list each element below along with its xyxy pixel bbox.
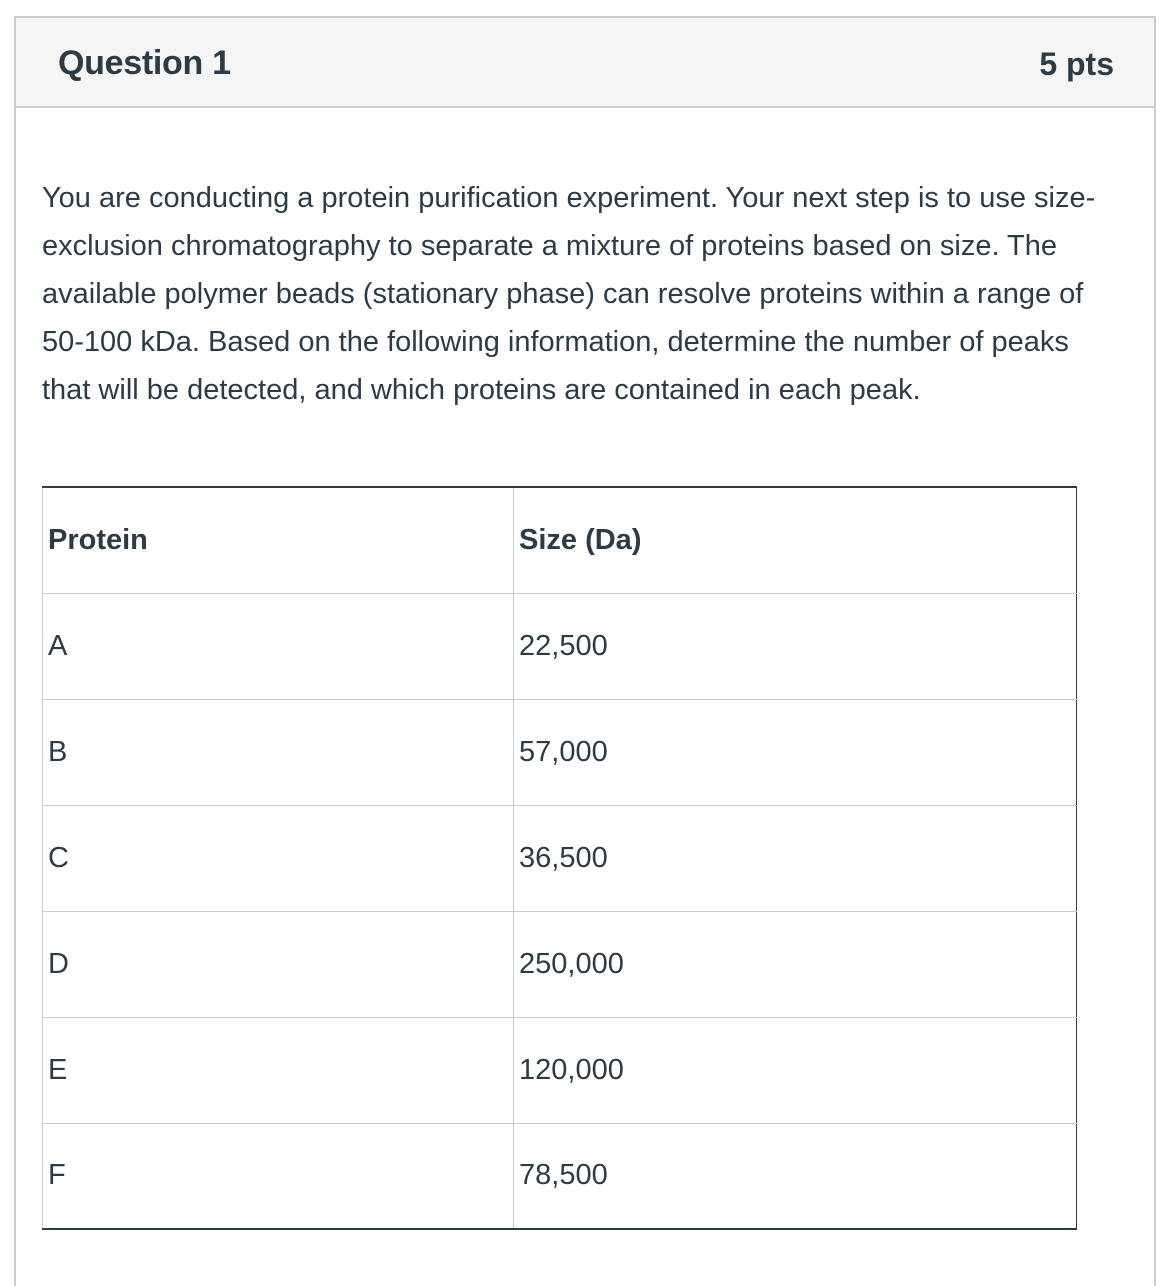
- protein-size-cell: 57,000: [514, 699, 1077, 805]
- question-points: 5 pts: [1039, 46, 1114, 82]
- protein-size-cell: 36,500: [514, 805, 1077, 911]
- protein-name-cell: D: [43, 911, 514, 1017]
- protein-name-cell: B: [43, 699, 514, 805]
- protein-size-cell: 22,500: [514, 593, 1077, 699]
- protein-name-cell: F: [43, 1123, 514, 1229]
- protein-size-cell: 78,500: [519, 1159, 608, 1192]
- table-row: [43, 699, 1077, 805]
- table-row: [43, 911, 1077, 1017]
- table-header-row: [43, 487, 1077, 593]
- question-header: [16, 18, 1154, 108]
- header-size: Size (Da): [514, 487, 1077, 593]
- protein-size-cell: 250,000: [514, 911, 1077, 1017]
- table-row: [43, 593, 1077, 699]
- table-row: [43, 1017, 1077, 1123]
- protein-size-table: [42, 486, 1077, 1230]
- header-protein: Protein: [43, 487, 514, 593]
- protein-size-cell: 120,000: [514, 1017, 1077, 1123]
- protein-name-cell: A: [43, 593, 514, 699]
- question-title: Question 1: [58, 44, 231, 82]
- protein-name-cell: C: [43, 805, 514, 911]
- protein-name-cell: E: [43, 1017, 514, 1123]
- table-row: [43, 805, 1077, 911]
- table-row: [43, 1123, 1077, 1229]
- question-text: You are conducting a protein purification experiment. Your next step is to use size-exclusion chromatography to separate a mixture of proteins based on size. The available polymer beads (stationary phase) can resolve proteins within a range of 50-100 kDa. Based on the following information, determine the number of peaks that will be detected, and which proteins are contained in each peak.: [42, 182, 1096, 406]
